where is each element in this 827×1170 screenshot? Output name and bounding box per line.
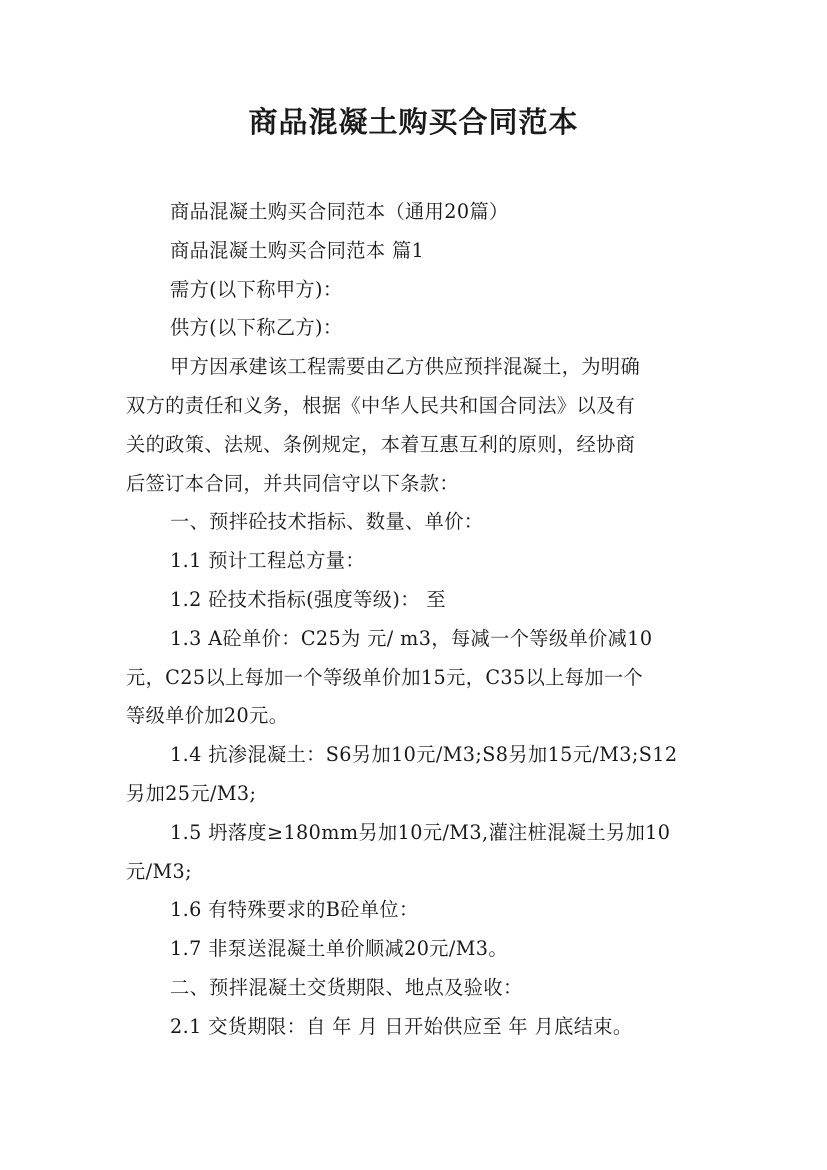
text-line: 1.3 A砼单价：C25为 元/ m3，每减一个等级单价减10 [170, 626, 653, 650]
text-line: 二、预拌混凝土交货期限、地点及验收： [170, 975, 523, 999]
text-line: 甲方因承建该工程需要由乙方供应预拌混凝土，为明确 [170, 355, 641, 379]
text-line: 元，C25以上每加一个等级单价加15元，C35以上每加一个 [126, 665, 644, 689]
text-line: 1.6 有特殊要求的B砼单位： [170, 898, 419, 922]
text-line: 1.5 坍落度≥180mm另加10元/M3,灌注桩混凝土另加10 [170, 820, 671, 844]
text-line: 后签订本合同，并共同信守以下条款： [126, 471, 459, 495]
text-line: 需方(以下称甲方)： [170, 277, 343, 301]
document-body [126, 193, 716, 1047]
text-line: 关的政策、法规、条例规定，本着互惠互利的原则，经协商 [126, 432, 636, 456]
text-line: 1.2 砼技术指标(强度等级)： 至 [170, 587, 446, 611]
text-line: 1.7 非泵送混凝土单价顺减20元/M3。 [170, 937, 508, 961]
document-title: 商品混凝土购买合同范本 [248, 105, 579, 139]
text-line: 元/M3; [126, 859, 192, 883]
text-line: 供方(以下称乙方)： [170, 316, 343, 340]
text-line: 等级单价加20元。 [126, 704, 289, 728]
text-line: 商品混凝土购买合同范本 篇1 [170, 238, 425, 262]
text-line: 2.1 交货期限：自 年 月 日开始供应至 年 月底结束。 [170, 1014, 633, 1038]
text-line: 1.1 预计工程总方量： [170, 549, 365, 573]
text-line: 1.4 抗渗混凝土：S6另加10元/M3;S8另加15元/M3;S12 [170, 743, 678, 767]
text-line: 双方的责任和义务，根据《中华人民共和国合同法》以及有 [126, 393, 636, 417]
text-line: 一、预拌砼技术指标、数量、单价： [170, 510, 484, 534]
text-line: 商品混凝土购买合同范本（通用20篇） [170, 200, 509, 223]
text-line: 另加25元/M3; [126, 781, 257, 805]
